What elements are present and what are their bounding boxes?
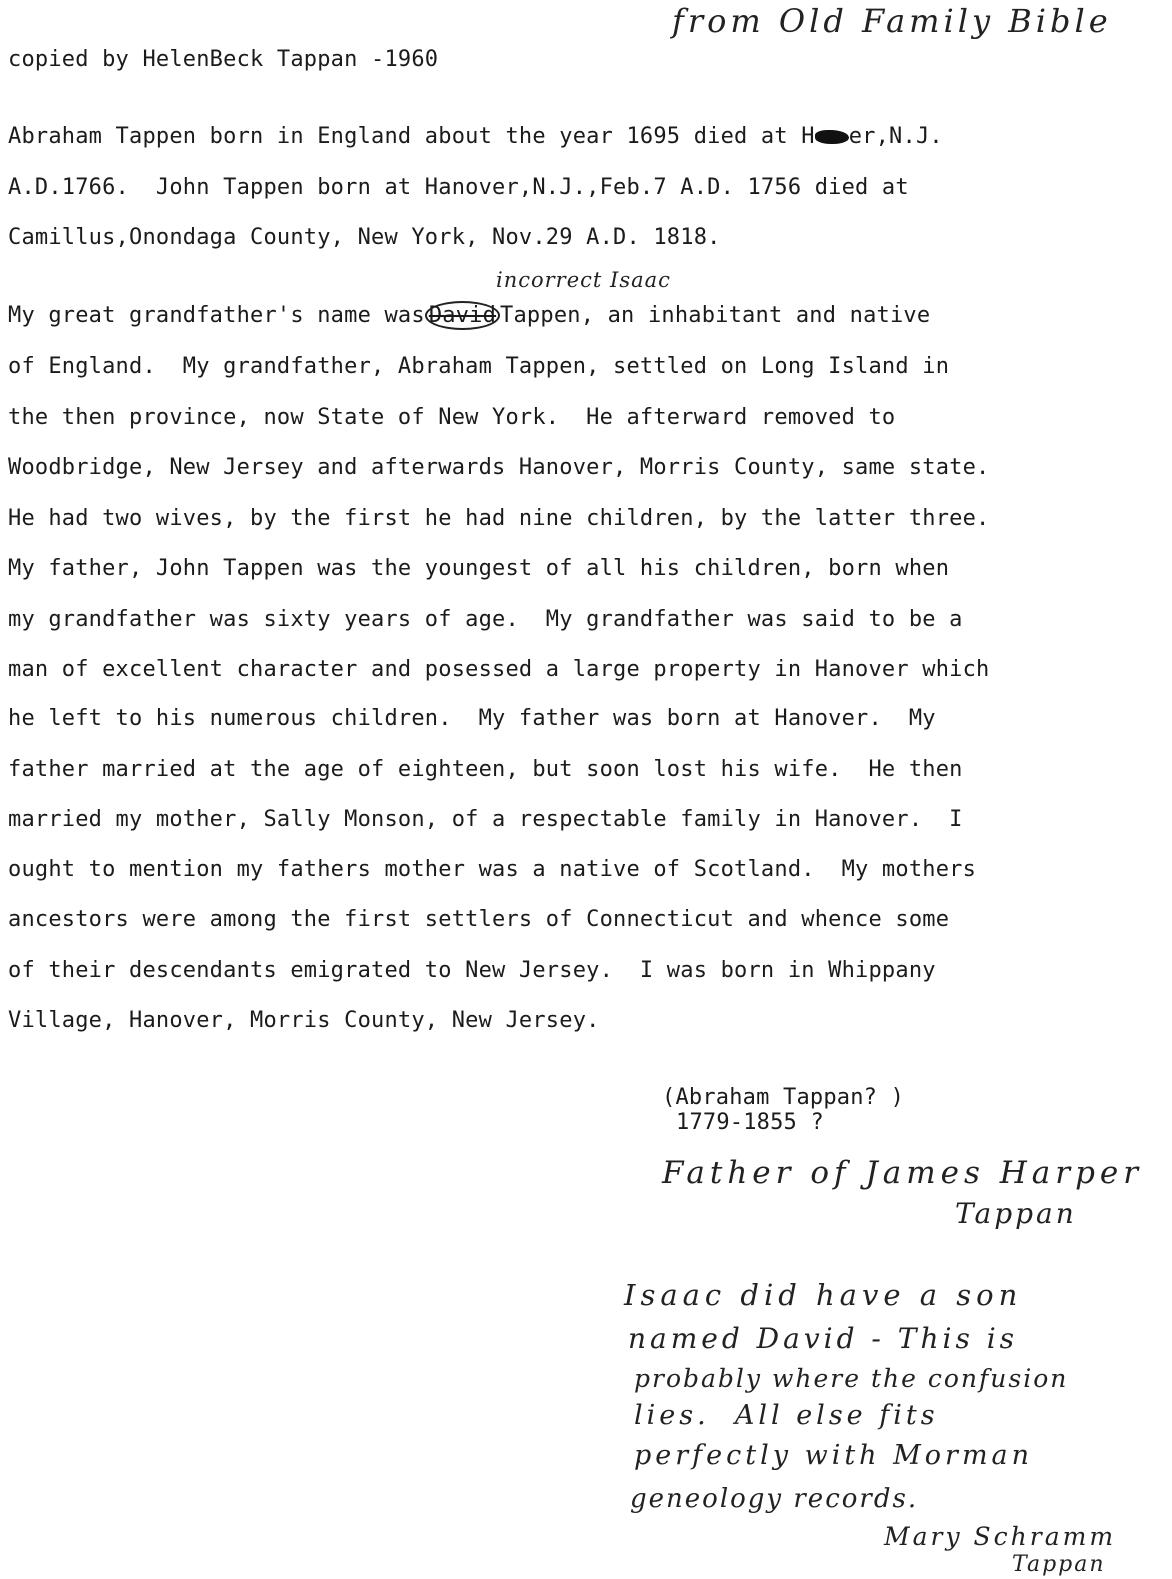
copied-by-line: copied by HelenBeck Tappan -1960 — [8, 47, 439, 72]
para2-line: of England. My grandfather, Abraham Tappen, settled on Long Island in — [8, 354, 950, 379]
para1-line1-end: er,N.J. — [848, 124, 943, 149]
isaac-note-line: lies. All else fits — [634, 1400, 939, 1431]
para2-line1-end: Tappen, an inhabitant and native — [500, 303, 931, 328]
para2-line: ought to mention my fathers mother was a native of Scotland. My mothers — [8, 857, 977, 882]
para2-line: Village, Hanover, Morris County, New Jersey. — [8, 1008, 600, 1033]
para1-line2: A.D.1766. John Tappen born at Hanover,N.J.,Feb.7 A.D. 1756 died at — [8, 175, 909, 200]
para2-line: he left to his numerous children. My father was born at Hanover. My — [8, 706, 936, 731]
para2-line: Woodbridge, New Jersey and afterwards Hanover, Morris County, same state. — [8, 455, 990, 480]
typed-signature-name: (Abraham Tappan? ) — [662, 1085, 905, 1110]
para1-line1 — [8, 124, 943, 149]
father-note-line1: Father of James Harper — [662, 1155, 1144, 1191]
isaac-note-line: Isaac did have a son — [624, 1278, 1023, 1312]
para1-line1-start: Abraham Tappen born in England about the year 1695 died at H — [8, 124, 815, 149]
handwritten-signature-name: Mary Schramm — [884, 1522, 1117, 1551]
circled-name — [425, 301, 500, 330]
para2-line: my grandfather was sixty years of age. My grandfather was said to be a — [8, 607, 963, 632]
header-handwritten-note: from Old Family Bible — [672, 2, 1112, 40]
para2-line: father married at the age of eighteen, but soon lost his wife. He then — [8, 757, 963, 782]
isaac-note-line: probably where the confusion — [634, 1364, 1069, 1393]
father-note-line2: Tappan — [955, 1197, 1077, 1230]
correction-note: incorrect Isaac — [496, 268, 671, 292]
typed-signature-dates: 1779-1855 ? — [676, 1110, 824, 1135]
para2-line: of their descendants emigrated to New Jersey. I was born in Whippany — [8, 958, 936, 983]
para2-line1 — [8, 303, 930, 328]
para2-line: married my mother, Sally Monson, of a respectable family in Hanover. I — [8, 807, 963, 832]
para2-line: He had two wives, by the first he had nine children, by the latter three. — [8, 506, 990, 531]
ink-blot — [815, 130, 849, 144]
para2-line: man of excellent character and posessed a large property in Hanover which — [8, 657, 990, 682]
struck-name: David — [428, 303, 497, 328]
handwritten-signature-surname: Tappan — [1012, 1552, 1106, 1577]
para2-line1-start: My great grandfather's name was — [8, 303, 425, 328]
para2-line: ancestors were among the first settlers of Connecticut and whence some — [8, 907, 950, 932]
para1-line3: Camillus,Onondaga County, New York, Nov.29 A.D. 1818. — [8, 225, 721, 250]
isaac-note-line: geneology records. — [630, 1484, 919, 1514]
isaac-note-line: named David - This is — [628, 1322, 1019, 1355]
para2-line: My father, John Tappen was the youngest of all his children, born when — [8, 556, 950, 581]
para2-line: the then province, now State of New York. He afterward removed to — [8, 405, 896, 430]
isaac-note-line: perfectly with Morman — [634, 1440, 1034, 1471]
